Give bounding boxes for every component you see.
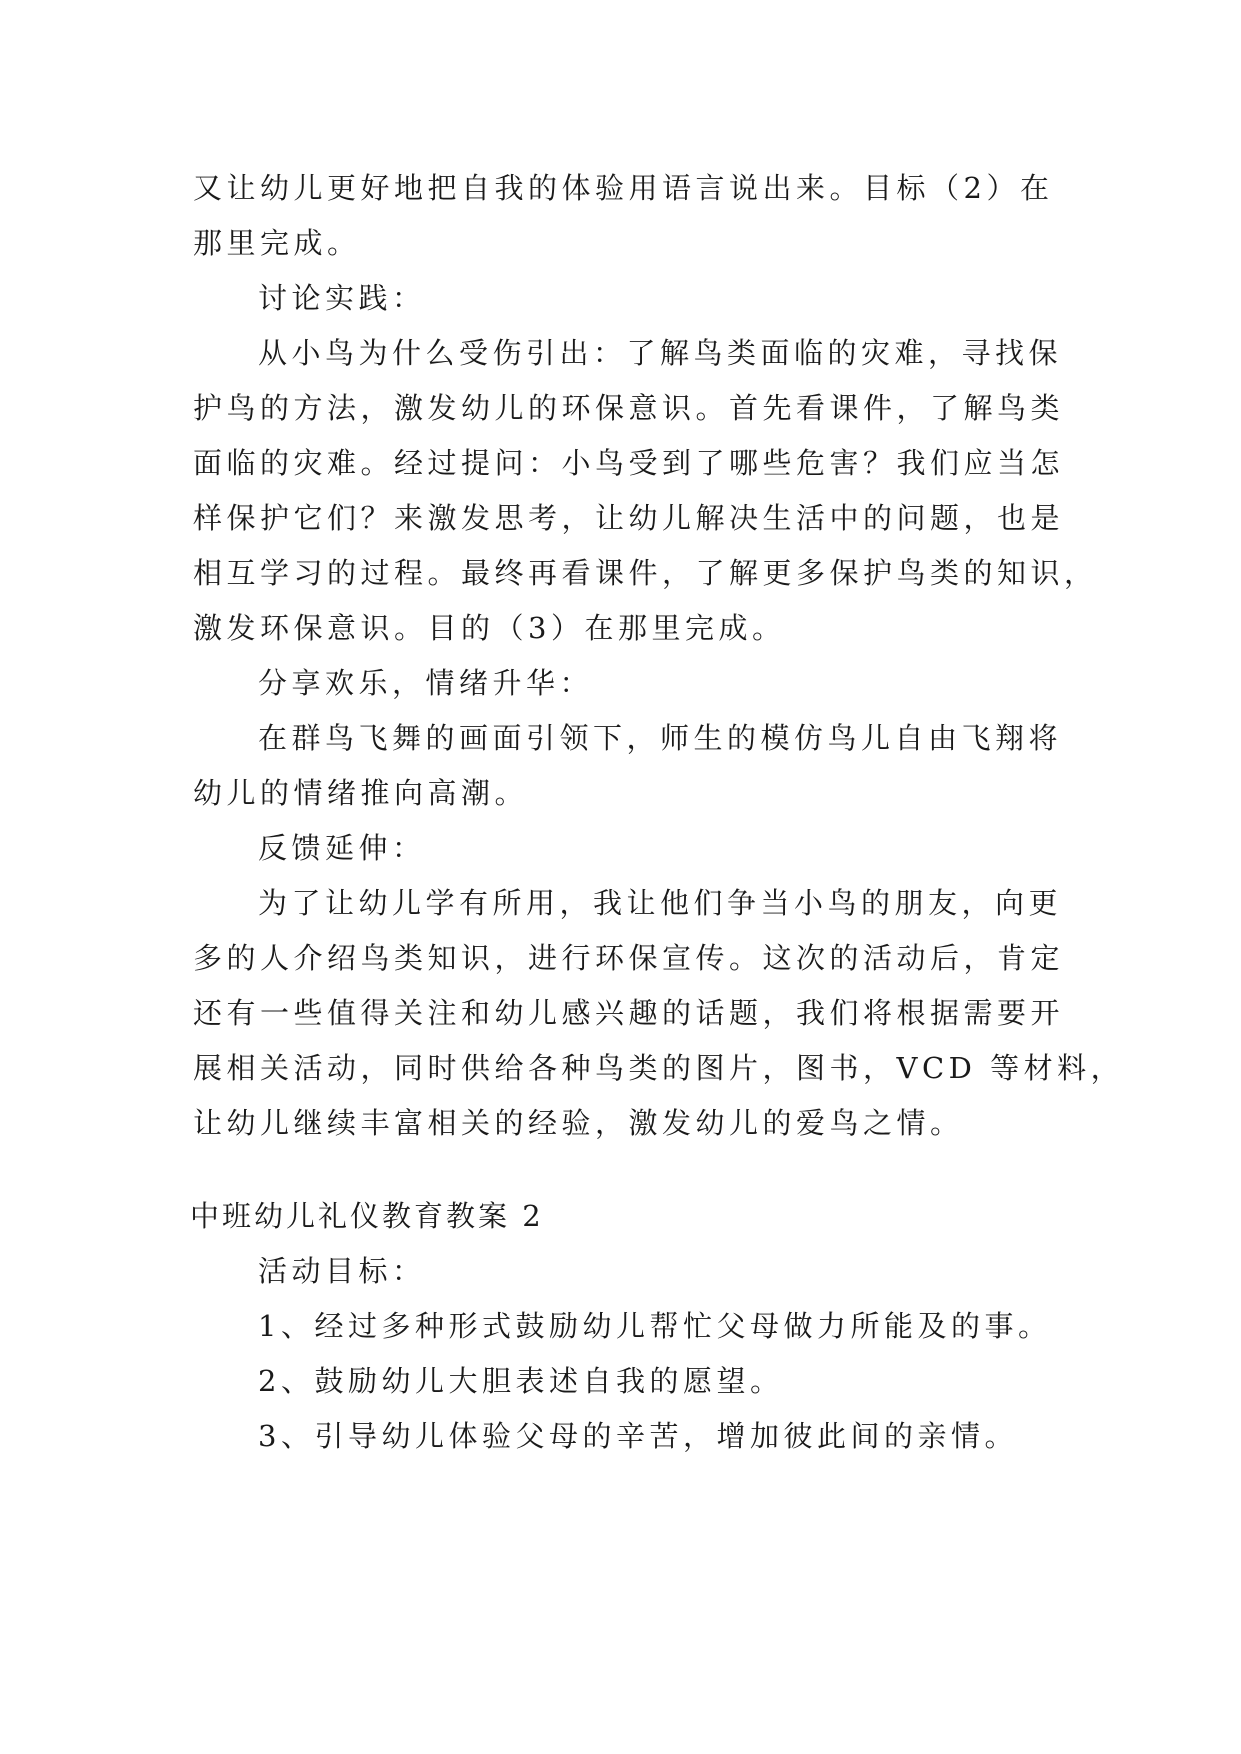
section-label: 分享欢乐，情绪升华： (258, 666, 594, 700)
list-item: 1、经过多种形式鼓励幼儿帮忙父母做力所能及的事。 (258, 1309, 1052, 1343)
body-line: 还有一些值得关注和幼儿感兴趣的话题，我们将根据需要开 (193, 996, 1065, 1030)
body-line: 从小鸟为什么受伤引出：了解鸟类面临的灾难，寻找保 (258, 336, 1063, 370)
body-line: 幼儿的情绪推向高潮。 (193, 776, 529, 810)
body-line: 面临的灾难。经过提问：小鸟受到了哪些危害？我们应当怎 (193, 446, 1065, 480)
body-line: 那里完成。 (193, 226, 361, 260)
list-item: 3、引导幼儿体验父母的辛苦，增加彼此间的亲情。 (258, 1419, 1018, 1453)
section-label: 反馈延伸： (258, 831, 426, 865)
section-heading: 中班幼儿礼仪教育教案 2 (190, 1199, 544, 1233)
list-item: 2、鼓励幼儿大胆表述自我的愿望。 (258, 1364, 784, 1398)
section-label: 活动目标： (258, 1254, 426, 1288)
body-line: 样保护它们？来激发思考，让幼儿解决生活中的问题，也是 (193, 501, 1065, 535)
body-line: 激发环保意识。目的（3）在那里完成。 (193, 611, 786, 645)
body-line: 为了让幼儿学有所用，我让他们争当小鸟的朋友，向更 (258, 886, 1063, 920)
body-line: 多的人介绍鸟类知识，进行环保宣传。这次的活动后，肯定 (193, 941, 1065, 975)
body-line: 相互学习的过程。最终再看课件，了解更多保护鸟类的知识， (193, 556, 1098, 590)
body-line: 又让幼儿更好地把自我的体验用语言说出来。目标（2）在 (193, 171, 1054, 205)
body-line: 让幼儿继续丰富相关的经验，激发幼儿的爱鸟之情。 (193, 1106, 964, 1140)
section-label: 讨论实践： (258, 281, 426, 315)
body-line: 护鸟的方法，激发幼儿的环保意识。首先看课件，了解鸟类 (193, 391, 1065, 425)
body-line: 在群鸟飞舞的画面引领下，师生的模仿鸟儿自由飞翔将 (258, 721, 1063, 755)
body-line: 展相关活动，同时供给各种鸟类的图片，图书，VCD 等材料， (193, 1051, 1125, 1085)
